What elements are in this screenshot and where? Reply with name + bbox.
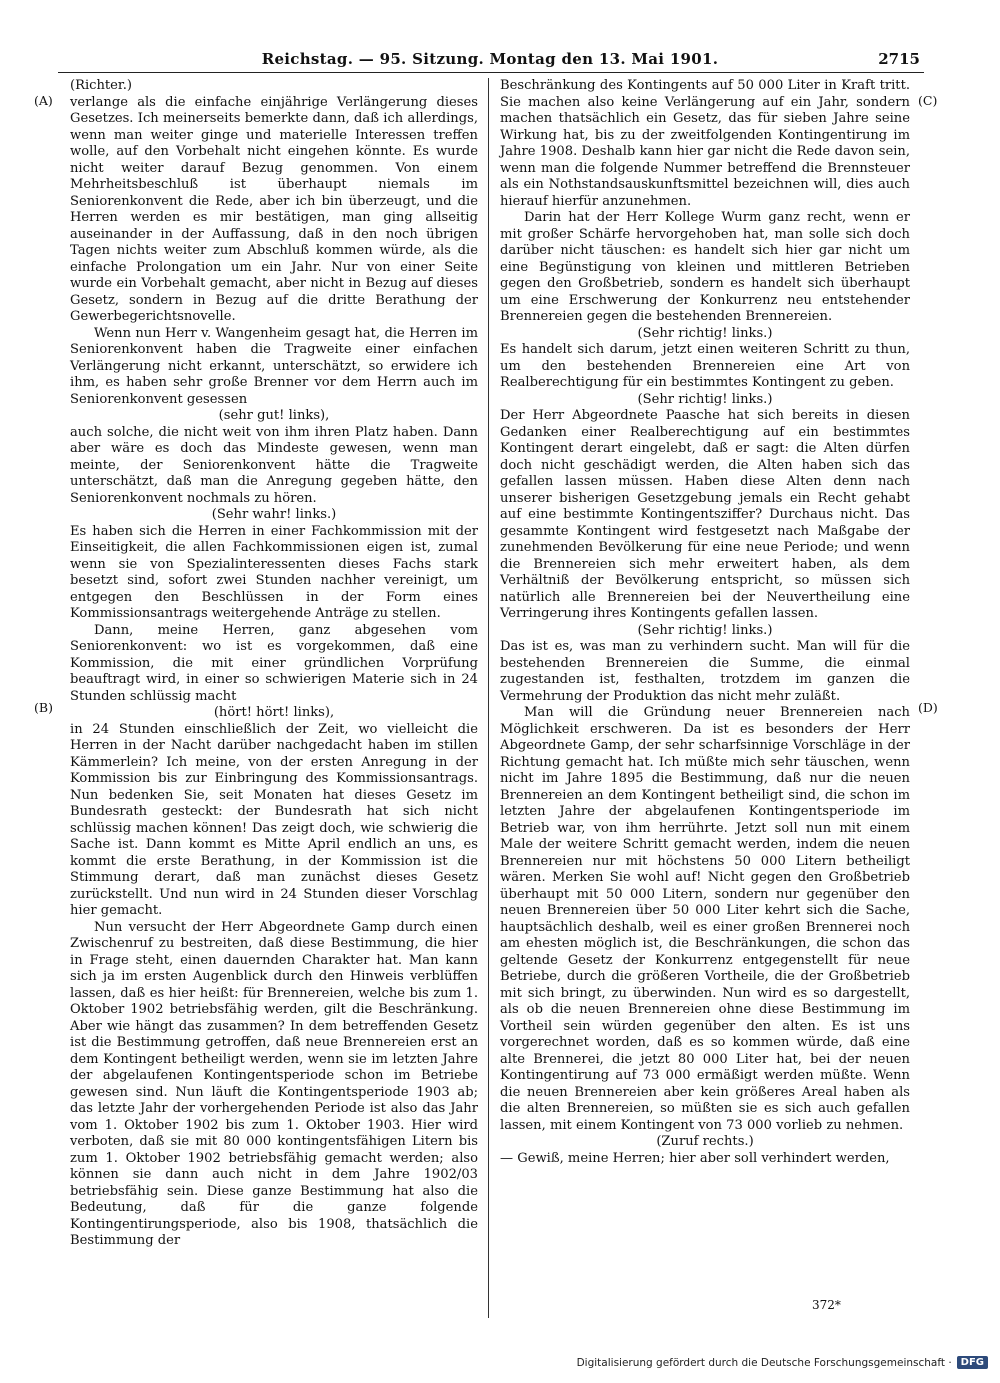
paragraph: Der Herr Abgeordnete Paasche hat sich bereits in diesen Gedanken einer Realberechtigung auf ein bestimmtes Kontingent derart eingelebt, daß er sagt: die Alten dürfen doch nicht geschädigt werden, die Alten haben sich das gefallen lassen müssen. Haben diese Alten denn nach unserer bisherigen Gesetzgebung jemals ein Recht gehabt auf eine bestimmte Kontingentsziffer? Durchaus nicht. Das gesammte Kontingent wird festgesetzt nach Maßgabe der zunehmenden Bevölkerung für eine neue Periode; und wenn die Brennereien sich mehr erweitert haben, als dem Verhältniß der Bevölkerung entspricht, so müssen sich natürlich alle Brennereien bei der Neuvertheilung eine Verringerung ihres Kontingents gefallen lassen. — [500, 408, 910, 621]
signature-mark: 372* — [812, 1298, 841, 1312]
left-column — [70, 78, 478, 1250]
reaction: (Sehr richtig! links.) — [637, 622, 773, 638]
reaction: (hört! hört! links), — [213, 705, 335, 720]
header-rule — [58, 72, 924, 73]
paragraph: Wenn nun Herr v. Wangenheim gesagt hat, die Herren im Seniorenkonvent haben die Tragweite einer einfachen Verlängerung nicht erkannt, unterschätzt, so erwidere ich ihm, es haben sehr große Brenner vor dem Herrn auch im Seniorenkonvent gesessen — [70, 325, 478, 407]
running-head: Reichstag. — 95. Sitzung. Montag den 13. Mai 1901. — [261, 50, 719, 68]
footer — [577, 1356, 988, 1369]
paragraph: Dann, meine Herren, ganz abgesehen vom Seniorenkonvent: wo ist es vorgekommen, daß eine Kommission, die mit einer gründlichen Vorprüfung beauftragt wird, in einer so schwierigen Materie sich in 24 Stunden schlüssig macht — [70, 622, 478, 704]
reaction: (sehr gut! links), — [218, 408, 330, 423]
reaction: (Sehr richtig! links.) — [637, 325, 773, 341]
speaker-label: (Richter.) — [70, 78, 133, 93]
right-column — [500, 78, 910, 1167]
paragraph: in 24 Stunden einschließlich der Zeit, wo vielleicht die Herren in der Nacht darüber nachgedacht haben im stillen Kämmerlein? Ich meine, von der ersten Anregung in der Kommission bis zur Einbringung des Kommissionsantrags. Nun bedenken Sie, seit Monaten hat dieses Gesetz im Bundesrath gesteckt: der Bundesrath hat sich nicht schlüssig machen können! Das zeigt doch, wie schwierig die Sache ist. Dann kommt es Mitte April endlich an uns, es kommt die erste Berathung, in der Kommission ist die Stimmung derart, daß man zunächst dieses Gesetz zurückstellt. Und nun wird in 24 Stunden dieser Vorschlag hier gemacht. — [70, 721, 478, 918]
paragraph: — Gewiß, meine Herren; hier aber soll verhindert werden, — [500, 1150, 890, 1166]
margin-mark-a: (A) — [34, 93, 53, 108]
margin-mark-c: (C) — [918, 93, 938, 108]
paragraph: Es haben sich die Herren in einer Fachkommission mit der Einseitigkeit, die allen Fachkommissionen eigen ist, zumal wenn sie von Spezialinteressenten dieses Fachs stark besetzt sind, sofort zwei Stunden nachher vereinigt, um entgegen den Beschlüssen in der Form eines Kommissionsantrags weitergehende Anträge zu stellen. — [70, 523, 478, 621]
paragraph: Darin hat der Herr Kollege Wurm ganz recht, wenn er mit großer Schärfe hervorgehoben hat, man solle sich doch darüber nicht täuschen: es handelt sich hier gar nicht um eine Begünstigung von kleinen und mittleren Betrieben gegen den Großbetrieb, sondern es handelt sich überhaupt um eine Erschwerung der Konkurrenz neu entstehender Brennereien gegen die bestehenden Brennereien. — [500, 210, 910, 324]
margin-mark-d: (D) — [918, 700, 938, 715]
paragraph: Nun versucht der Herr Abgeordnete Gamp durch einen Zwischenruf zu bestreiten, daß diese Bestimmung, die hier in Frage steht, einen dauernden Charakter hat. Man kann sich ja im ersten Augenblick durch den Hinweis verblüffen lassen, daß es hier heißt: für Brennereien, welche bis zum 1. Oktober 1902 betriebsfähig werden, gilt die Beschränkung. Aber wie hängt das zusammen? In dem betreffenden Gesetz ist die Bestimmung getroffen, daß neue Brennereien erst an dem Kontingent betheiligt werden, wenn sie im letzten Jahre der abgelaufenen Kontingentsperiode schon im Betriebe gewesen sind. Nun läuft die Kontingentsperiode 1903 ab; das letzte Jahr der vorhergehenden Periode ist also das Jahr vom 1. Oktober 1902 bis zum 1. Oktober 1903. Hier wird verboten, daß sie mit 80 000 kontingentsfähigen Litern bis zum 1. Oktober 1902 betriebsfähig gemacht werden; also können sie dann auch nicht in dem Jahre 1902/03 betriebsfähig sein. Diese ganze Bestimmung hat also die Bedeutung, daß für die ganze folgende Kontingentirungsperiode, also bis 1908, thatsächlich die Bestimmung der — [70, 919, 478, 1248]
column-divider — [488, 78, 489, 1318]
paragraph: Das ist es, was man zu verhindern sucht. Man will für die bestehenden Brennereien die Summe, die einmal zugestanden ist, festhalten, trotzdem im ganzen die Vermehrung der Produktion das nicht mehr zuläßt. — [500, 639, 910, 704]
reaction: (Sehr richtig! links.) — [637, 391, 773, 407]
paragraph: auch solche, die nicht weit von ihm ihren Platz haben. Dann aber wäre es doch das Mindeste gewesen, wenn man meinte, der Seniorenkonvent hätte die Tragweite unterschätzt, daß man die Anregung gegeben hätte, den Seniorenkonvent nochmals zu hören. — [70, 424, 478, 506]
margin-mark-b: (B) — [34, 700, 53, 715]
dfg-logo: DFG — [957, 1356, 988, 1369]
paragraph: Es handelt sich darum, jetzt einen weiteren Schritt zu thun, um den bestehenden Brennereien eine Art von Realberechtigung für ein bestimmtes Kontingent zu geben. — [500, 342, 910, 390]
paragraph: Beschränkung des Kontingents auf 50 000 Liter in Kraft tritt. Sie machen also keine Verlängerung auf ein Jahr, sondern machen thatsächlich ein Gesetz, das für sieben Jahre seine Wirkung hat, bis zu der zweitfolgenden Kontingentirung im Jahre 1908. Deshalb kann hier gar nicht die Rede davon sein, wenn man die folgende Nummer betreffend die Brennsteuer als ein Nothstandsauskunftsmittel bezeichnen will, dies auch hierauf hierfür anzunehmen. — [500, 78, 910, 209]
reaction: (Zuruf rechts.) — [656, 1134, 754, 1149]
footer-text: Digitalisierung gefördert durch die Deutsche Forschungsgemeinschaft · — [576, 1356, 952, 1369]
paragraph: Man will die Gründung neuer Brennereien nach Möglichkeit erschweren. Da ist es besonders der Herr Abgeordnete Gamp, der sehr scharfsinnige Vorschläge in der Richtung gemacht hat. Ich müßte mich sehr täuschen, wenn nicht im Jahre 1895 die Bestimmung, daß nur die neuen Brennereien an dem Kontingent betheiligt sind, die schon im letzten Jahre der abgelaufenen Kontingentsperiode im Betrieb war, von ihm herrührte. Jetzt soll nun mit einem Male der weitere Schritt gemacht werden, indem die neuen Brennereien nur mit höchstens 50 000 Litern betheiligt wären. Merken Sie wohl auf! Nicht gegen den Großbetrieb überhaupt mit 50 000 Litern, sondern nur gegenüber den neuen Brennereien über 50 000 Liter kehrt sich die Sache, hauptsächlich deshalb, weil es einer großen Brennerei noch am ehesten möglich ist, die Beschränkungen, die schon das geltende Gesetz der Konkurrenz entgegenstellt für neue Betriebe, durch die größeren Vortheile, die der Großbetrieb mit sich bringt, zu überwinden. Nun wird es so dargestellt, als ob die neuen Brennereien ohne diese Bestimmung im Vortheil sein würden gegenüber den alten. Es ist uns vorgerechnet worden, daß es so kommen würde, daß eine alte Brennerei, die jetzt 80 000 Liter hat, bei der neuen Kontingentirung auf 73 000 ermäßigt werden müßte. Wenn die neuen Brennereien aber kein größeres Areal haben als die alten Brennereien, so müßten sie es sich auch gefallen lassen, mit einem Kontingent von 73 000 vorlieb zu nehmen. — [500, 705, 910, 1133]
reaction: (Sehr wahr! links.) — [211, 507, 337, 522]
paragraph: verlange als die einfache einjährige Verlängerung dieses Gesetzes. Ich meinerseits bemerkte dann, daß ich allerdings, wenn man weiter ginge und materielle Interessen treffen wolle, auf den Vorbehalt nicht eingehen könnte. Es wurde nicht weiter darauf Bezug genommen. Von einem Mehrheitsbeschluß ist überhaupt niemals im Seniorenkonvent die Rede, aber ich bin überzeugt, und die Herren werden es mir bestätigen, man ging allseitig auseinander in der Auffassung, daß in den noch übrigen Tagen nichts weiter zum Abschluß kommen würde, als die einfache Prolongation um ein Jahr. Nur von einer Seite wurde ein Vorbehalt gemacht, aber nicht in Bezug auf dieses Gesetz, sondern in Bezug auf die dritte Berathung der Gewerbegerichtsnovelle. — [70, 94, 478, 324]
page-number: 2715 — [878, 50, 920, 68]
